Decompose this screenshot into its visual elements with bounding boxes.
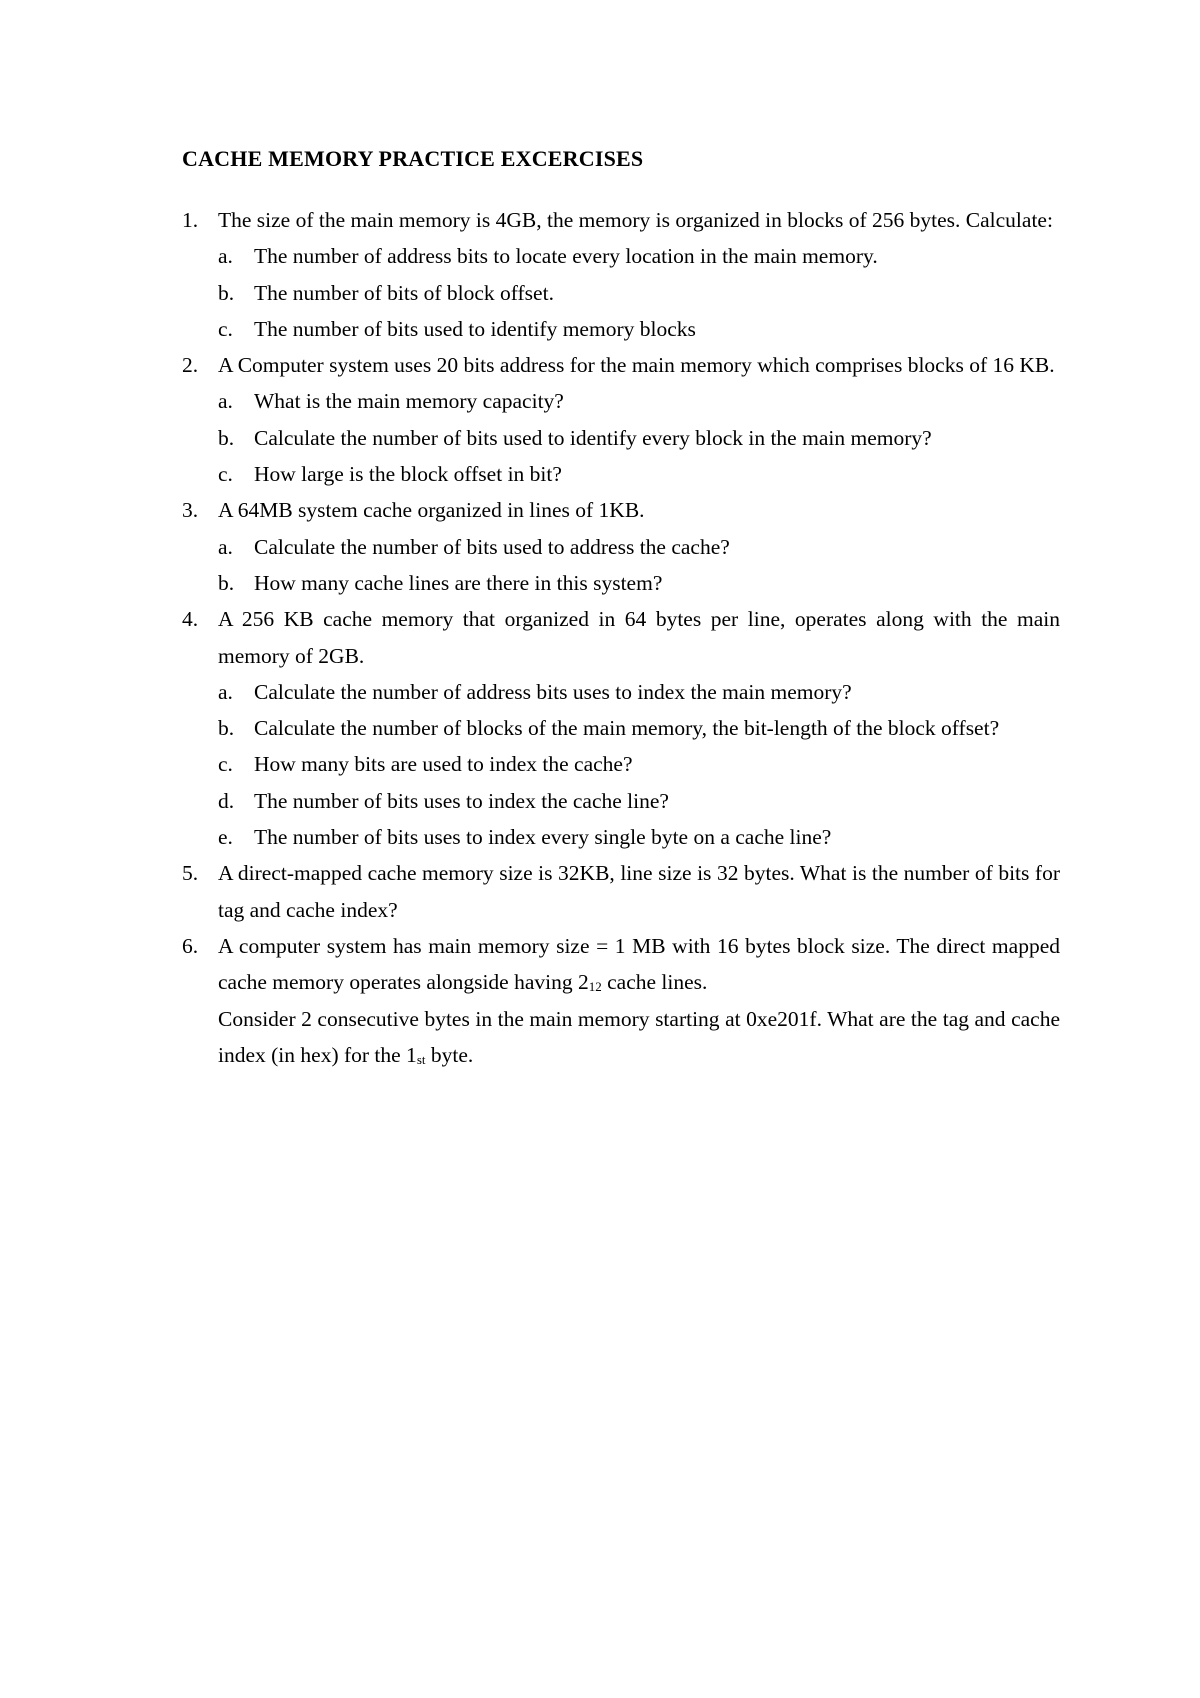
sub-question-letter: a. — [218, 389, 233, 414]
question-text — [218, 928, 1060, 1001]
sub-question-text: How large is the block offset in bit? — [254, 462, 562, 487]
sub-question-list — [218, 238, 1060, 347]
question-5 — [182, 855, 1060, 928]
sub-question-text: Calculate the number of address bits uses to index the main memory? — [254, 679, 852, 704]
sub-question-text: Calculate the number of blocks of the main memory, the bit-length of the block offset? — [254, 716, 1000, 741]
sub-question-letter: e. — [218, 825, 233, 850]
sub-question-text: The number of bits uses to index every single byte on a cache line? — [254, 825, 832, 850]
question-number: 1. — [182, 208, 199, 232]
sub-question-letter: c. — [218, 752, 233, 777]
sub-question-text: The number of bits uses to index the cache line? — [254, 788, 669, 813]
question-3 — [182, 492, 1060, 601]
question-2 — [182, 347, 1060, 492]
sub-question-letter: b. — [218, 716, 235, 741]
sub-question-text: The number of bits of block offset. — [254, 280, 554, 305]
sub-question-letter: d. — [218, 788, 235, 813]
question-1 — [182, 202, 1060, 347]
question-text: A Computer system uses 20 bits address for the main memory which comprises blocks of 16 KB. — [218, 353, 1055, 378]
question-6 — [182, 928, 1060, 1073]
ordinal-subscript: st — [416, 1051, 426, 1067]
sub-question-text: The number of address bits to locate every location in the main memory. — [254, 244, 878, 269]
sub-question — [218, 275, 1060, 311]
sub-question-letter: a. — [218, 534, 233, 559]
question-text: A 256 KB cache memory that organized in 64 bytes per line, operates along with the main memory of 2GB. — [218, 607, 1060, 668]
sub-question-letter: c. — [218, 462, 233, 487]
sub-question-list — [218, 529, 1060, 602]
question-text-part: byte. — [425, 1042, 474, 1067]
sub-question — [218, 819, 1060, 855]
sub-question-letter: b. — [218, 280, 235, 305]
page-title: CACHE MEMORY PRACTICE EXCERCISES — [182, 146, 644, 171]
question-number: 5. — [182, 861, 199, 886]
sub-question — [218, 783, 1060, 819]
sub-question-text: The number of bits used to identify memory blocks — [254, 316, 696, 341]
sub-question-text: Calculate the number of bits used to identify every block in the main memory? — [254, 425, 932, 450]
question-text-part: Consider 2 consecutive bytes in the main memory starting at 0xe201f. What are the tag and cache index (in hex) for the 1 — [218, 1006, 1060, 1067]
sub-question — [218, 674, 1060, 710]
sub-question-list — [218, 674, 1060, 855]
question-text: The size of the main memory is 4GB, the memory is organized in blocks of 256 bytes. Calculate: — [218, 208, 1053, 232]
question-number: 2. — [182, 353, 199, 378]
sub-question-list — [218, 383, 1060, 492]
sub-question-letter: a. — [218, 679, 233, 704]
question-text: A direct-mapped cache memory size is 32KB, line size is 32 bytes. What is the number of bits for tag and cache index? — [218, 861, 1060, 922]
sub-question — [218, 710, 1060, 746]
sub-question — [218, 311, 1060, 347]
question-number: 6. — [182, 933, 199, 958]
sub-question-letter: b. — [218, 425, 235, 450]
question-4 — [182, 601, 1060, 855]
question-number: 3. — [182, 498, 199, 523]
question-number: 4. — [182, 607, 199, 632]
sub-question — [218, 420, 1060, 456]
sub-question-letter: b. — [218, 570, 235, 595]
sub-question-letter: c. — [218, 316, 233, 341]
sub-question — [218, 529, 1060, 565]
question-text-part: A computer system has main memory size = 1 MB with 16 bytes block size. The direct mapped cache memory operates alongside having 2 — [218, 933, 1060, 995]
sub-question — [218, 746, 1060, 782]
question-text-part: cache lines. — [601, 970, 708, 995]
sub-question-text: How many cache lines are there in this system? — [254, 570, 663, 595]
sub-question — [218, 238, 1060, 274]
question-text: A 64MB system cache organized in lines of 1KB. — [218, 498, 645, 523]
exponent-subscript: 12 — [588, 979, 602, 995]
sub-question — [218, 565, 1060, 601]
question-text — [218, 1001, 1060, 1074]
question-list — [182, 202, 1060, 1073]
sub-question-text: What is the main memory capacity? — [254, 389, 564, 414]
sub-question — [218, 383, 1060, 419]
sub-question-letter: a. — [218, 244, 233, 269]
sub-question-text: How many bits are used to index the cache? — [254, 752, 633, 777]
sub-question-text: Calculate the number of bits used to address the cache? — [254, 534, 730, 559]
sub-question — [218, 456, 1060, 492]
